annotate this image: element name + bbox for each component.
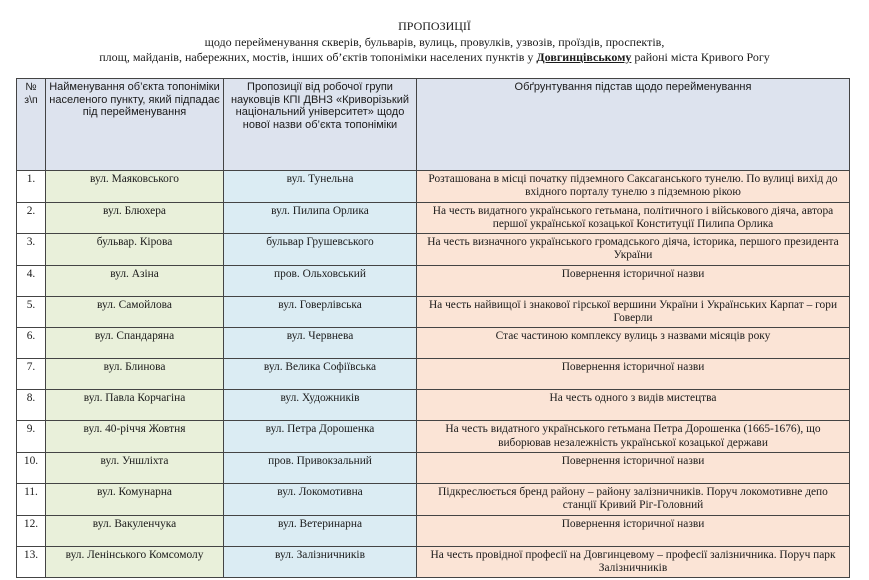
proposed-name-cell: вул. Червнева (224, 328, 417, 359)
row-number: 9. (17, 421, 46, 453)
justification-cell: На честь найвищої і знакової гірської вершини України і Українських Карпат – гори Говерли (417, 296, 850, 328)
document-subtitle-line3 (0, 50, 869, 66)
table-row (17, 483, 850, 515)
old-name-cell: вул. Спандаряна (46, 328, 224, 359)
old-name-cell: бульвар. Кірова (46, 234, 224, 266)
old-name-cell: вул. Ленінського Комсомолу (46, 546, 224, 578)
table-row (17, 296, 850, 328)
old-name-cell: вул. Вакуленчука (46, 515, 224, 546)
header-number: № з\п (17, 79, 46, 171)
proposed-name-cell: вул. Велика Софіївська (224, 359, 417, 390)
district-name: Довгинцівському (536, 50, 632, 64)
justification-cell: На честь визначного українського громадського діяча, історика, першого президента України (417, 234, 850, 266)
justification-cell: Повернення історичної назви (417, 452, 850, 483)
proposed-name-cell: вул. Петра Дорошенка (224, 421, 417, 453)
document-header (0, 19, 869, 66)
row-number: 4. (17, 265, 46, 296)
header-old-name: Найменування об’єкта топоніміки населеного пункту, який підпадає під перейменування (46, 79, 224, 171)
row-number: 10. (17, 452, 46, 483)
table-header-row (17, 79, 850, 171)
justification-cell: Підкреслюється бренд району – району залізничників. Поруч локомотивне депо станції Кривий Ріг-Головний (417, 483, 850, 515)
renaming-table (16, 78, 850, 578)
row-number: 7. (17, 359, 46, 390)
justification-cell: На честь провідної професії на Довгинцевому – професії залізничника. Поруч парк Залізничників (417, 546, 850, 578)
row-number: 8. (17, 390, 46, 421)
old-name-cell: вул. Маяковського (46, 171, 224, 203)
row-number: 3. (17, 234, 46, 266)
justification-cell: На честь видатного українського гетьмана, політичного і військового діяча, автора першої української козацької Конституції Пилипа Орлика (417, 202, 850, 234)
row-number: 13. (17, 546, 46, 578)
row-number: 12. (17, 515, 46, 546)
table-row (17, 234, 850, 266)
proposed-name-cell: вул. Тунельна (224, 171, 417, 203)
row-number: 5. (17, 296, 46, 328)
table-row (17, 202, 850, 234)
justification-cell: Розташована в місці початку підземного Саксаганського тунелю. По вулиці вихід до вхідного порталу тунелю з підземною рікою (417, 171, 850, 203)
row-number: 1. (17, 171, 46, 203)
row-number: 2. (17, 202, 46, 234)
justification-cell: Повернення історичної назви (417, 265, 850, 296)
subtitle-text-after: районі міста Кривого Рогу (631, 50, 770, 64)
old-name-cell: вул. Азіна (46, 265, 224, 296)
proposed-name-cell: вул. Художників (224, 390, 417, 421)
header-proposed-name: Пропозиції від робочої групи науковців КПІ ДВНЗ «Криворізький національний університет» щодо нової назви об’єкта топоніміки (224, 79, 417, 171)
proposed-name-cell: вул. Говерлівська (224, 296, 417, 328)
table-row (17, 265, 850, 296)
proposed-name-cell: пров. Ольховський (224, 265, 417, 296)
table-row (17, 452, 850, 483)
header-justification: Обґрунтування підстав щодо перейменування (417, 79, 850, 171)
table-row (17, 328, 850, 359)
old-name-cell: вул. Блюхера (46, 202, 224, 234)
document-title: ПРОПОЗИЦІЇ (398, 19, 471, 33)
table-row (17, 171, 850, 203)
table-row (17, 359, 850, 390)
old-name-cell: вул. Павла Корчагіна (46, 390, 224, 421)
old-name-cell: вул. Комунарна (46, 483, 224, 515)
subtitle-text-before: площ, майданів, набережних, мостів, інших об’єктів топоніміки населених пунктів у (99, 50, 537, 64)
justification-cell: На честь видатного українського гетьмана Петра Дорошенка (1665-1676), що виборював незалежність української козацької держави (417, 421, 850, 453)
table-row (17, 390, 850, 421)
proposed-name-cell: вул. Пилипа Орлика (224, 202, 417, 234)
document-subtitle: щодо перейменування скверів, бульварів, вулиць, провулків, узвозів, проїздів, проспектів, (204, 34, 665, 49)
old-name-cell: вул. Самойлова (46, 296, 224, 328)
old-name-cell: вул. Уншліхта (46, 452, 224, 483)
proposed-name-cell: пров. Привокзальний (224, 452, 417, 483)
proposed-name-cell: вул. Локомотивна (224, 483, 417, 515)
justification-cell: Стає частиною комплексу вулиць з назвами місяців року (417, 328, 850, 359)
proposed-name-cell: бульвар Грушевського (224, 234, 417, 266)
table-row (17, 515, 850, 546)
justification-cell: Повернення історичної назви (417, 359, 850, 390)
proposed-name-cell: вул. Залізничників (224, 546, 417, 578)
justification-cell: Повернення історичної назви (417, 515, 850, 546)
table-row (17, 421, 850, 453)
old-name-cell: вул. Блинова (46, 359, 224, 390)
justification-cell: На честь одного з видів мистецтва (417, 390, 850, 421)
proposed-name-cell: вул. Ветеринарна (224, 515, 417, 546)
old-name-cell: вул. 40-річчя Жовтня (46, 421, 224, 453)
row-number: 6. (17, 328, 46, 359)
table-row (17, 546, 850, 578)
row-number: 11. (17, 483, 46, 515)
